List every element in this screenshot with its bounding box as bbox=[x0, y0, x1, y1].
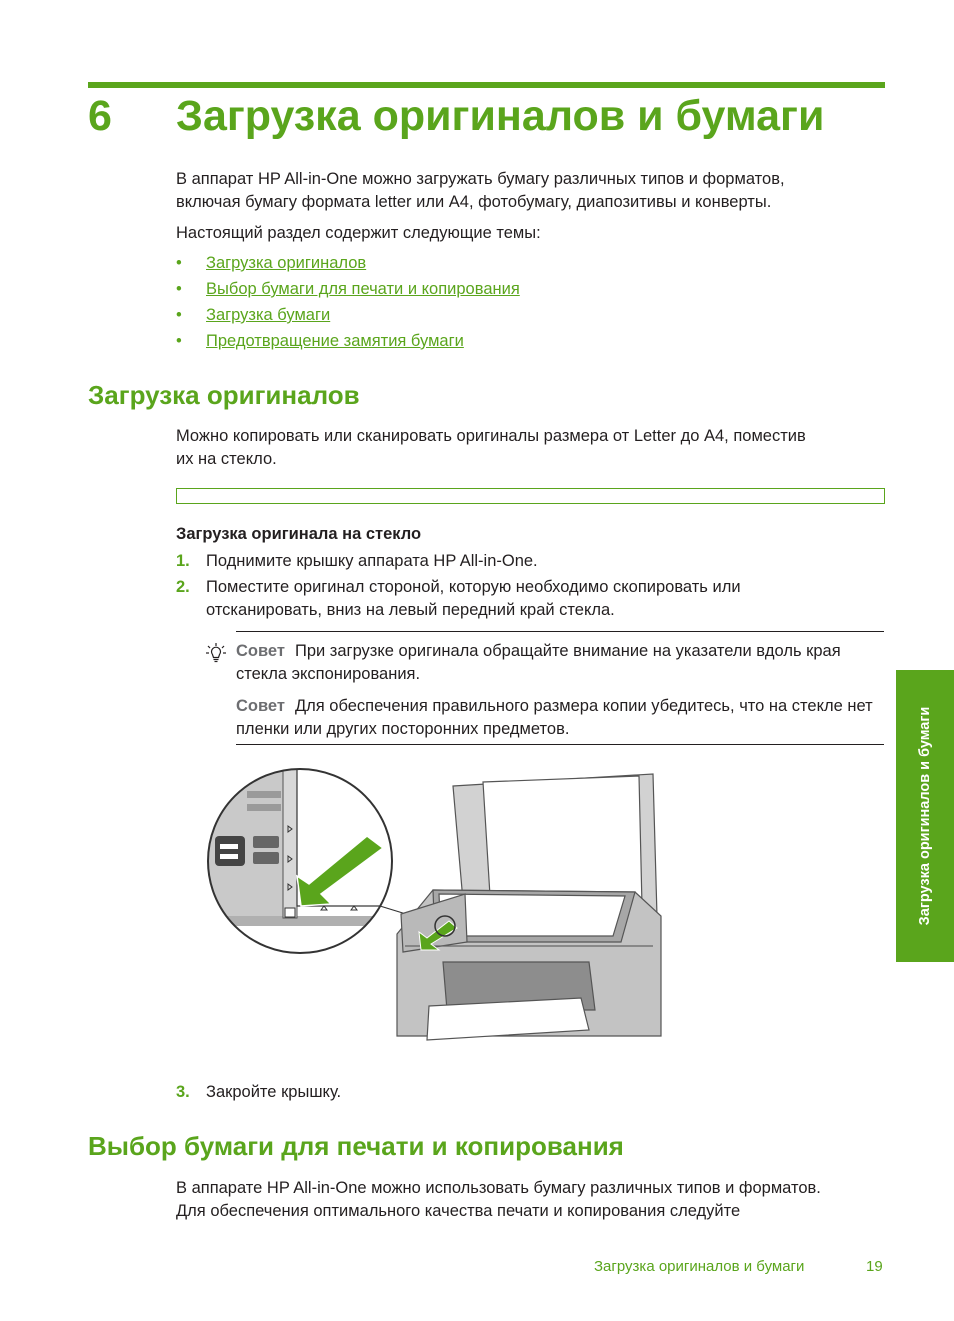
bullet-icon: • bbox=[176, 280, 182, 298]
step-2 bbox=[176, 576, 846, 621]
intro-line-2: включая бумагу формата letter или A4, фотобумагу, диапозитивы и конверты. bbox=[176, 192, 772, 211]
section-heading-load-originals: Загрузка оригиналов bbox=[88, 380, 360, 410]
step-number: 3. bbox=[176, 1083, 190, 1101]
section2-line-1: В аппарате HP All-in-One можно использовать бумагу различных типов и форматов. bbox=[176, 1179, 821, 1197]
bullet-icon: • bbox=[176, 332, 182, 350]
step-1 bbox=[176, 550, 846, 573]
chapter-number: 6 bbox=[88, 92, 112, 140]
list-item bbox=[176, 304, 520, 330]
section-heading-choose-paper: Выбор бумаги для печати и копирования bbox=[88, 1131, 624, 1161]
tip-bottom-rule bbox=[236, 744, 884, 745]
step-text: Поместите оригинал стороной, которую необходимо скопировать или отсканировать, вниз на левый передний край стекла. bbox=[206, 578, 741, 619]
tip-label: Совет bbox=[236, 642, 285, 660]
step-text: Закройте крышку. bbox=[206, 1083, 342, 1101]
chapter-side-tab bbox=[896, 670, 954, 962]
step-number: 2. bbox=[176, 578, 190, 596]
page-number: 19 bbox=[866, 1258, 883, 1275]
tip-2 bbox=[236, 695, 881, 740]
section1-line-2: их на стекло. bbox=[176, 449, 277, 468]
list-item bbox=[176, 330, 520, 356]
tip-text: При загрузке оригинала обращайте внимание на указатели вдоль края стекла экспонирования. bbox=[236, 642, 841, 683]
topic-link-avoid-jams[interactable]: Предотвращение замятия бумаги bbox=[206, 332, 464, 350]
section1-line-1: Можно копировать или сканировать оригиналы размера от Letter до A4, поместив bbox=[176, 427, 806, 445]
topic-link-choose-paper[interactable]: Выбор бумаги для печати и копирования bbox=[206, 280, 520, 298]
step-3 bbox=[176, 1081, 846, 1104]
bullet-icon: • bbox=[176, 306, 182, 324]
intro-paragraph bbox=[176, 168, 888, 213]
list-item bbox=[176, 278, 520, 304]
topics-list bbox=[176, 252, 520, 356]
chapter-title: Загрузка оригиналов и бумаги bbox=[176, 92, 825, 140]
bullet-icon: • bbox=[176, 254, 182, 272]
procedure-box bbox=[176, 488, 885, 504]
tip-label: Совет bbox=[236, 697, 285, 715]
tip-text: Для обеспечения правильного размера копии убедитесь, что на стекле нет пленки или других посторонних предметов. bbox=[236, 697, 873, 738]
step-text: Поднимите крышку аппарата HP All-in-One. bbox=[206, 552, 538, 570]
tip-1 bbox=[236, 640, 881, 685]
printer-drawing bbox=[397, 774, 661, 1040]
zoom-inset bbox=[205, 766, 417, 966]
list-item bbox=[176, 252, 520, 278]
topic-link-load-paper[interactable]: Загрузка бумаги bbox=[206, 306, 331, 324]
lightbulb-icon bbox=[205, 642, 227, 664]
section2-paragraph bbox=[176, 1177, 888, 1222]
step-number: 1. bbox=[176, 552, 190, 570]
footer-chapter-title: Загрузка оригиналов и бумаги bbox=[594, 1258, 805, 1275]
topics-lead: Настоящий раздел содержит следующие темы: bbox=[176, 224, 541, 242]
chapter-rule bbox=[88, 82, 885, 88]
procedure-title: Загрузка оригинала на стекло bbox=[176, 525, 422, 543]
topic-link-load-originals[interactable]: Загрузка оригиналов bbox=[206, 254, 367, 272]
intro-line-1: В аппарат HP All-in-One можно загружать бумагу различных типов и форматов, bbox=[176, 170, 785, 188]
printer-illustration bbox=[205, 766, 665, 1046]
section2-line-2: Для обеспечения оптимального качества печати и копирования следуйте bbox=[176, 1201, 741, 1220]
section1-paragraph bbox=[176, 425, 888, 470]
side-tab-label: Загрузка оригиналов и бумаги bbox=[917, 706, 933, 926]
tip-top-rule bbox=[236, 631, 884, 632]
